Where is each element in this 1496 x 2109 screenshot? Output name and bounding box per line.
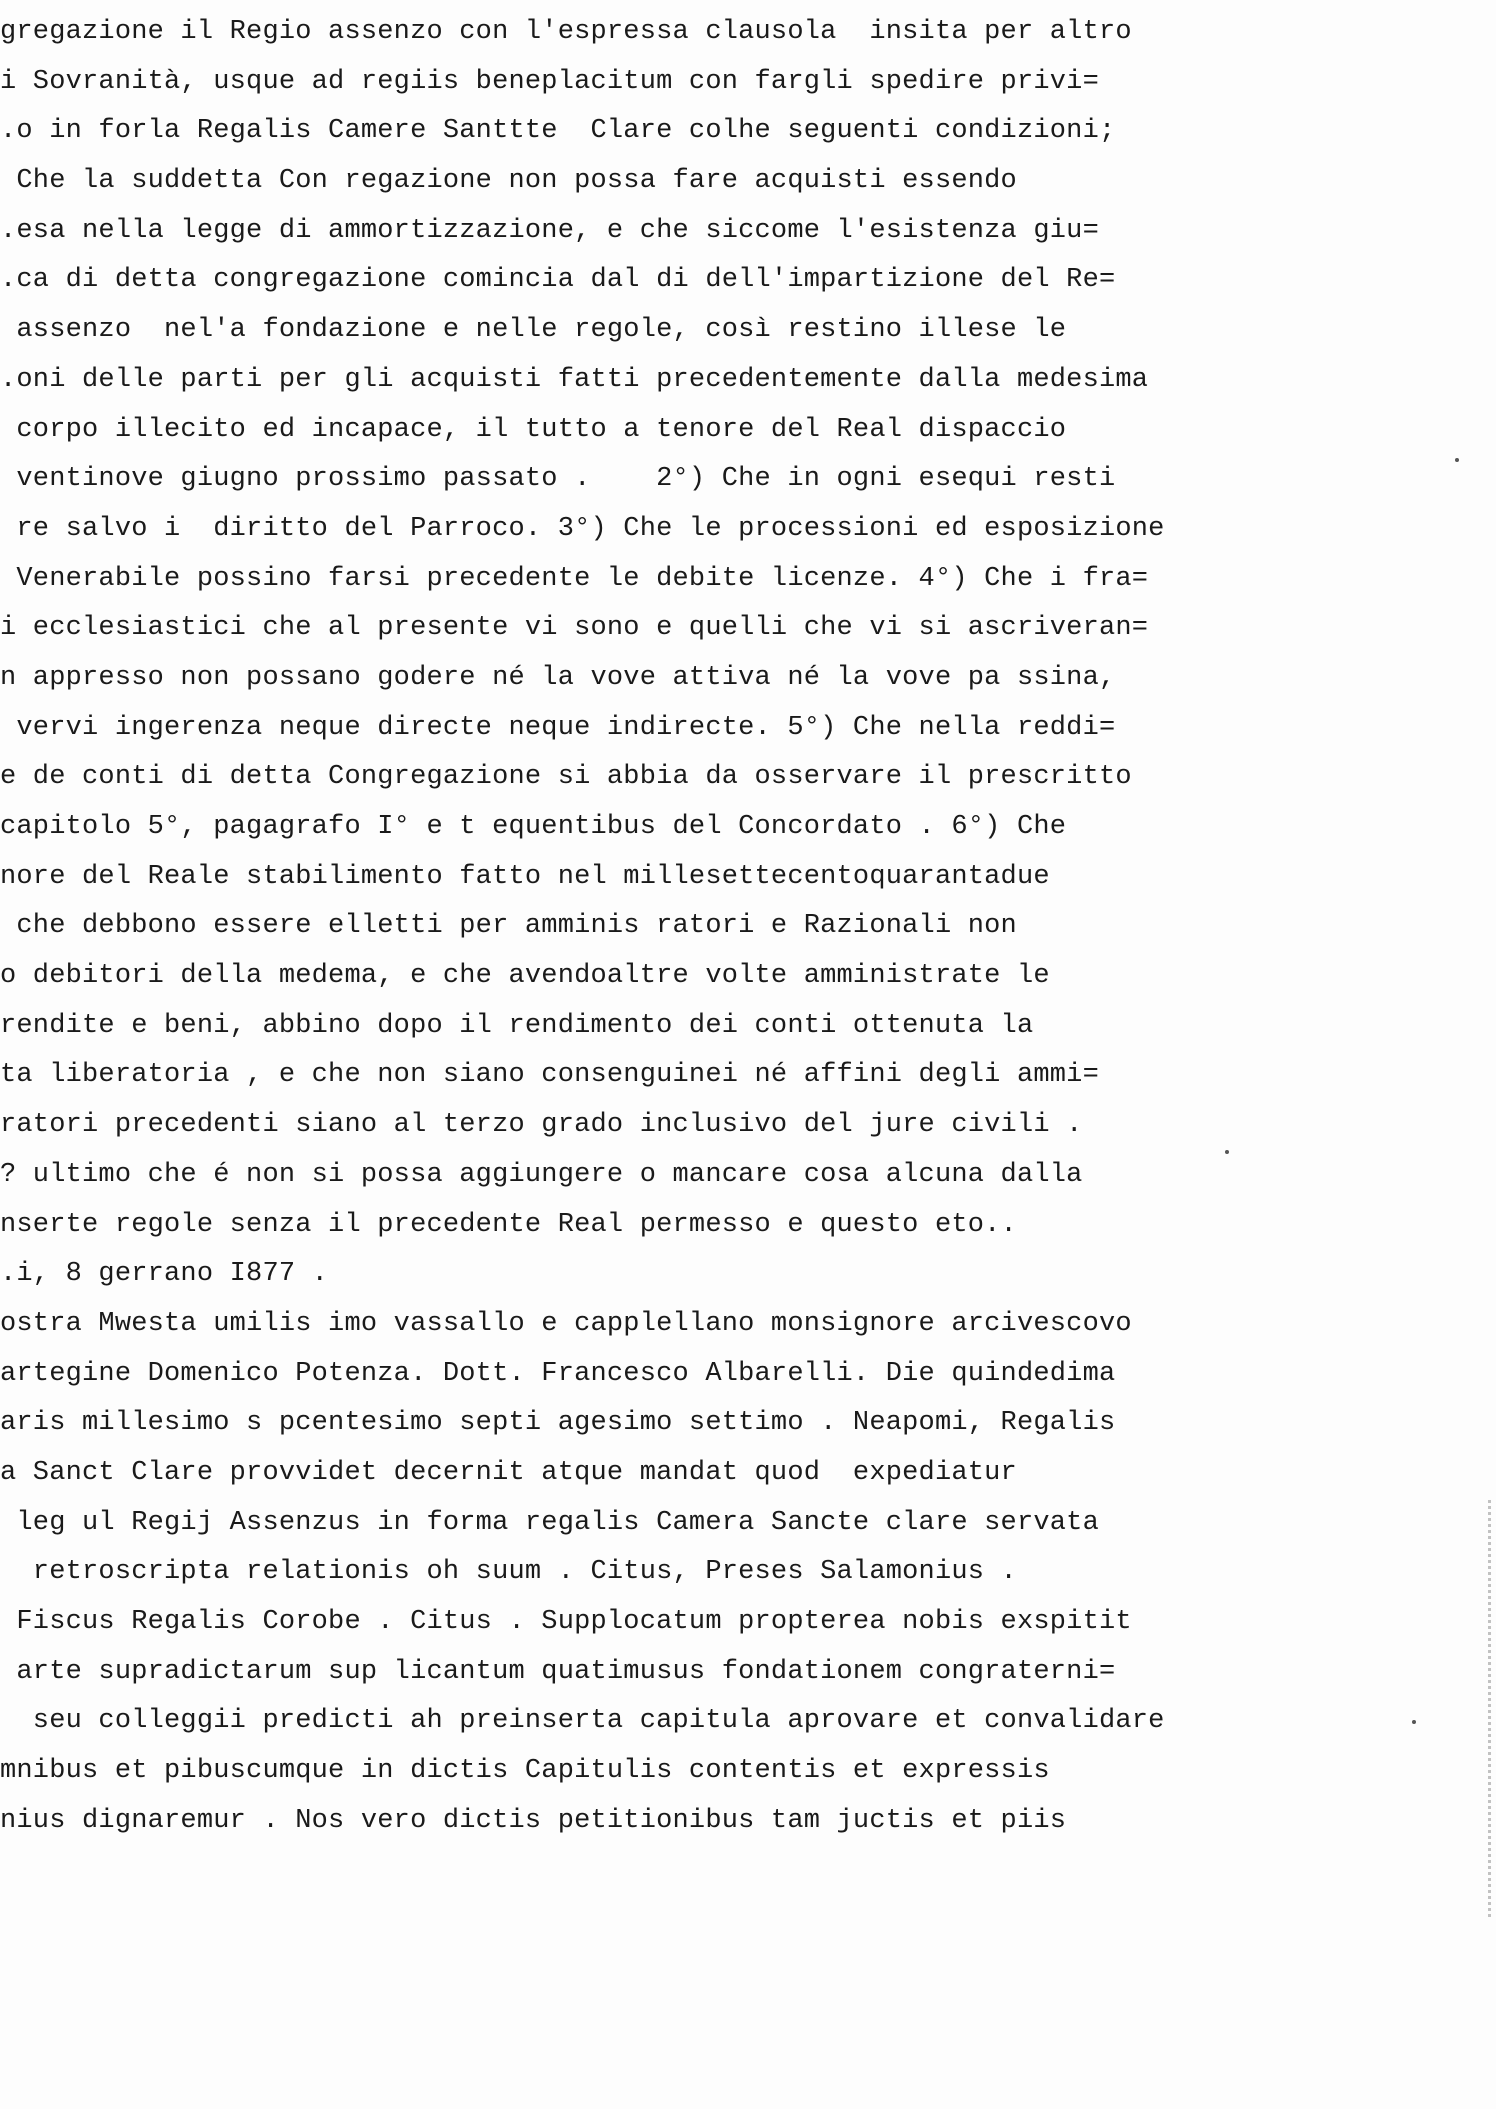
text-line: Venerabile possino farsi precedente le debite licenze. 4°) Che i fra= (0, 563, 1149, 594)
text-line: o debitori della medema, e che avendoaltre volte amministrate le (0, 961, 1050, 992)
text-line: corpo illecito ed incapace, il tutto a tenore del Real dispaccio (0, 414, 1067, 445)
text-line: a Sanct Clare provvidet decernit atque mandat quod expediatur (0, 1457, 1017, 1488)
text-line: Fiscus Regalis Corobe . Citus . Supplocatum propterea nobis exspitit (0, 1607, 1132, 1637)
text-line: .oni delle parti per gli acquisti fatti precedentemente dalla medesima (0, 364, 1149, 395)
text-line: aris millesimo s pcentesimo septi agesimo settimo . Neapomi, Regalis (0, 1408, 1116, 1439)
text-line: ratori precedenti siano al terzo grado inclusivo del jure civili . (0, 1110, 1083, 1141)
text-line: e de conti di detta Congregazione si abbia da osservare il prescritto (0, 762, 1132, 793)
text-line: assenzo nel'a fondazione e nelle regole, così restino illese le (0, 315, 1067, 346)
text-line: ostra Mwesta umilis imo vassallo e capplellano monsignore arcivescovo (0, 1308, 1132, 1339)
scan-speck (1412, 1720, 1416, 1724)
text-line: nius dignaremur . Nos vero dictis petitionibus tam juctis et piis (0, 1805, 1067, 1836)
text-line: i Sovranità, usque ad regiis beneplacitum con fargli spedire privi= (0, 66, 1099, 97)
text-line: ventinove giugno prossimo passato . 2°) Che in ogni esequi resti (0, 464, 1116, 495)
text-line: .esa nella legge di ammortizzazione, e che siccome l'esistenza giu= (0, 215, 1099, 246)
text-line: capitolo 5°, pagagrafo I° e t equentibus del Concordato . 6°) Che (0, 812, 1067, 842)
text-line: nore del Reale stabilimento fatto nel millesettecentoquarantadue (0, 861, 1050, 892)
text-line: n appresso non possano godere né la vove attiva né la vove pa ssina, (0, 662, 1116, 693)
typed-text-block (0, 8, 1400, 1846)
text-line: re salvo i diritto del Parroco. 3°) Che le processioni ed esposizione (0, 513, 1165, 544)
scan-speck (1455, 458, 1459, 462)
text-line: seu colleggii predicti ah preinserta capitula aprovare et convalidare (0, 1706, 1165, 1737)
scan-edge-mark (1488, 1500, 1491, 1920)
text-line: retroscripta relationis oh suum . Citus, Preses Salamonius . (0, 1557, 1017, 1588)
text-line: .ca di detta congregazione comincia dal di dell'impartizione del Re= (0, 265, 1116, 296)
text-line: mnibus et pibuscumque in dictis Capitulis contentis et expressis (0, 1756, 1050, 1787)
text-line: arte supradictarum sup licantum quatimusus fondationem congraterni= (0, 1656, 1116, 1687)
text-line: .o in forla Regalis Camere Santtte Clare colhe seguenti condizioni; (0, 116, 1116, 147)
text-line: nserte regole senza il precedente Real permesso e questo eto.. (0, 1209, 1017, 1240)
text-line: artegine Domenico Potenza. Dott. Francesco Albarelli. Die quindedima (0, 1358, 1116, 1389)
text-line: ? ultimo che é non si possa aggiungere o mancare cosa alcuna dalla (0, 1159, 1083, 1190)
text-line: ta liberatoria , e che non siano consenguinei né affini degli ammi= (0, 1060, 1099, 1091)
text-line: gregazione il Regio assenzo con l'espressa clausola insita per altro (0, 17, 1132, 47)
text-line: leg ul Regij Assenzus in forma regalis Camera Sancte clare servata (0, 1507, 1099, 1538)
scan-speck (1225, 1150, 1229, 1154)
text-line: Che la suddetta Con regazione non possa fare acquisti essendo (0, 166, 1017, 197)
text-line: i ecclesiastici che al presente vi sono e quelli che vi si ascriveran= (0, 613, 1149, 644)
text-line: che debbono essere elletti per amminis ratori e Razionali non (0, 911, 1017, 942)
text-line: rendite e beni, abbino dopo il rendimento dei conti ottenuta la (0, 1010, 1034, 1041)
text-line: vervi ingerenza neque directe neque indirecte. 5°) Che nella reddi= (0, 712, 1116, 743)
text-line: .i, 8 gerrano I877 . (0, 1259, 329, 1290)
